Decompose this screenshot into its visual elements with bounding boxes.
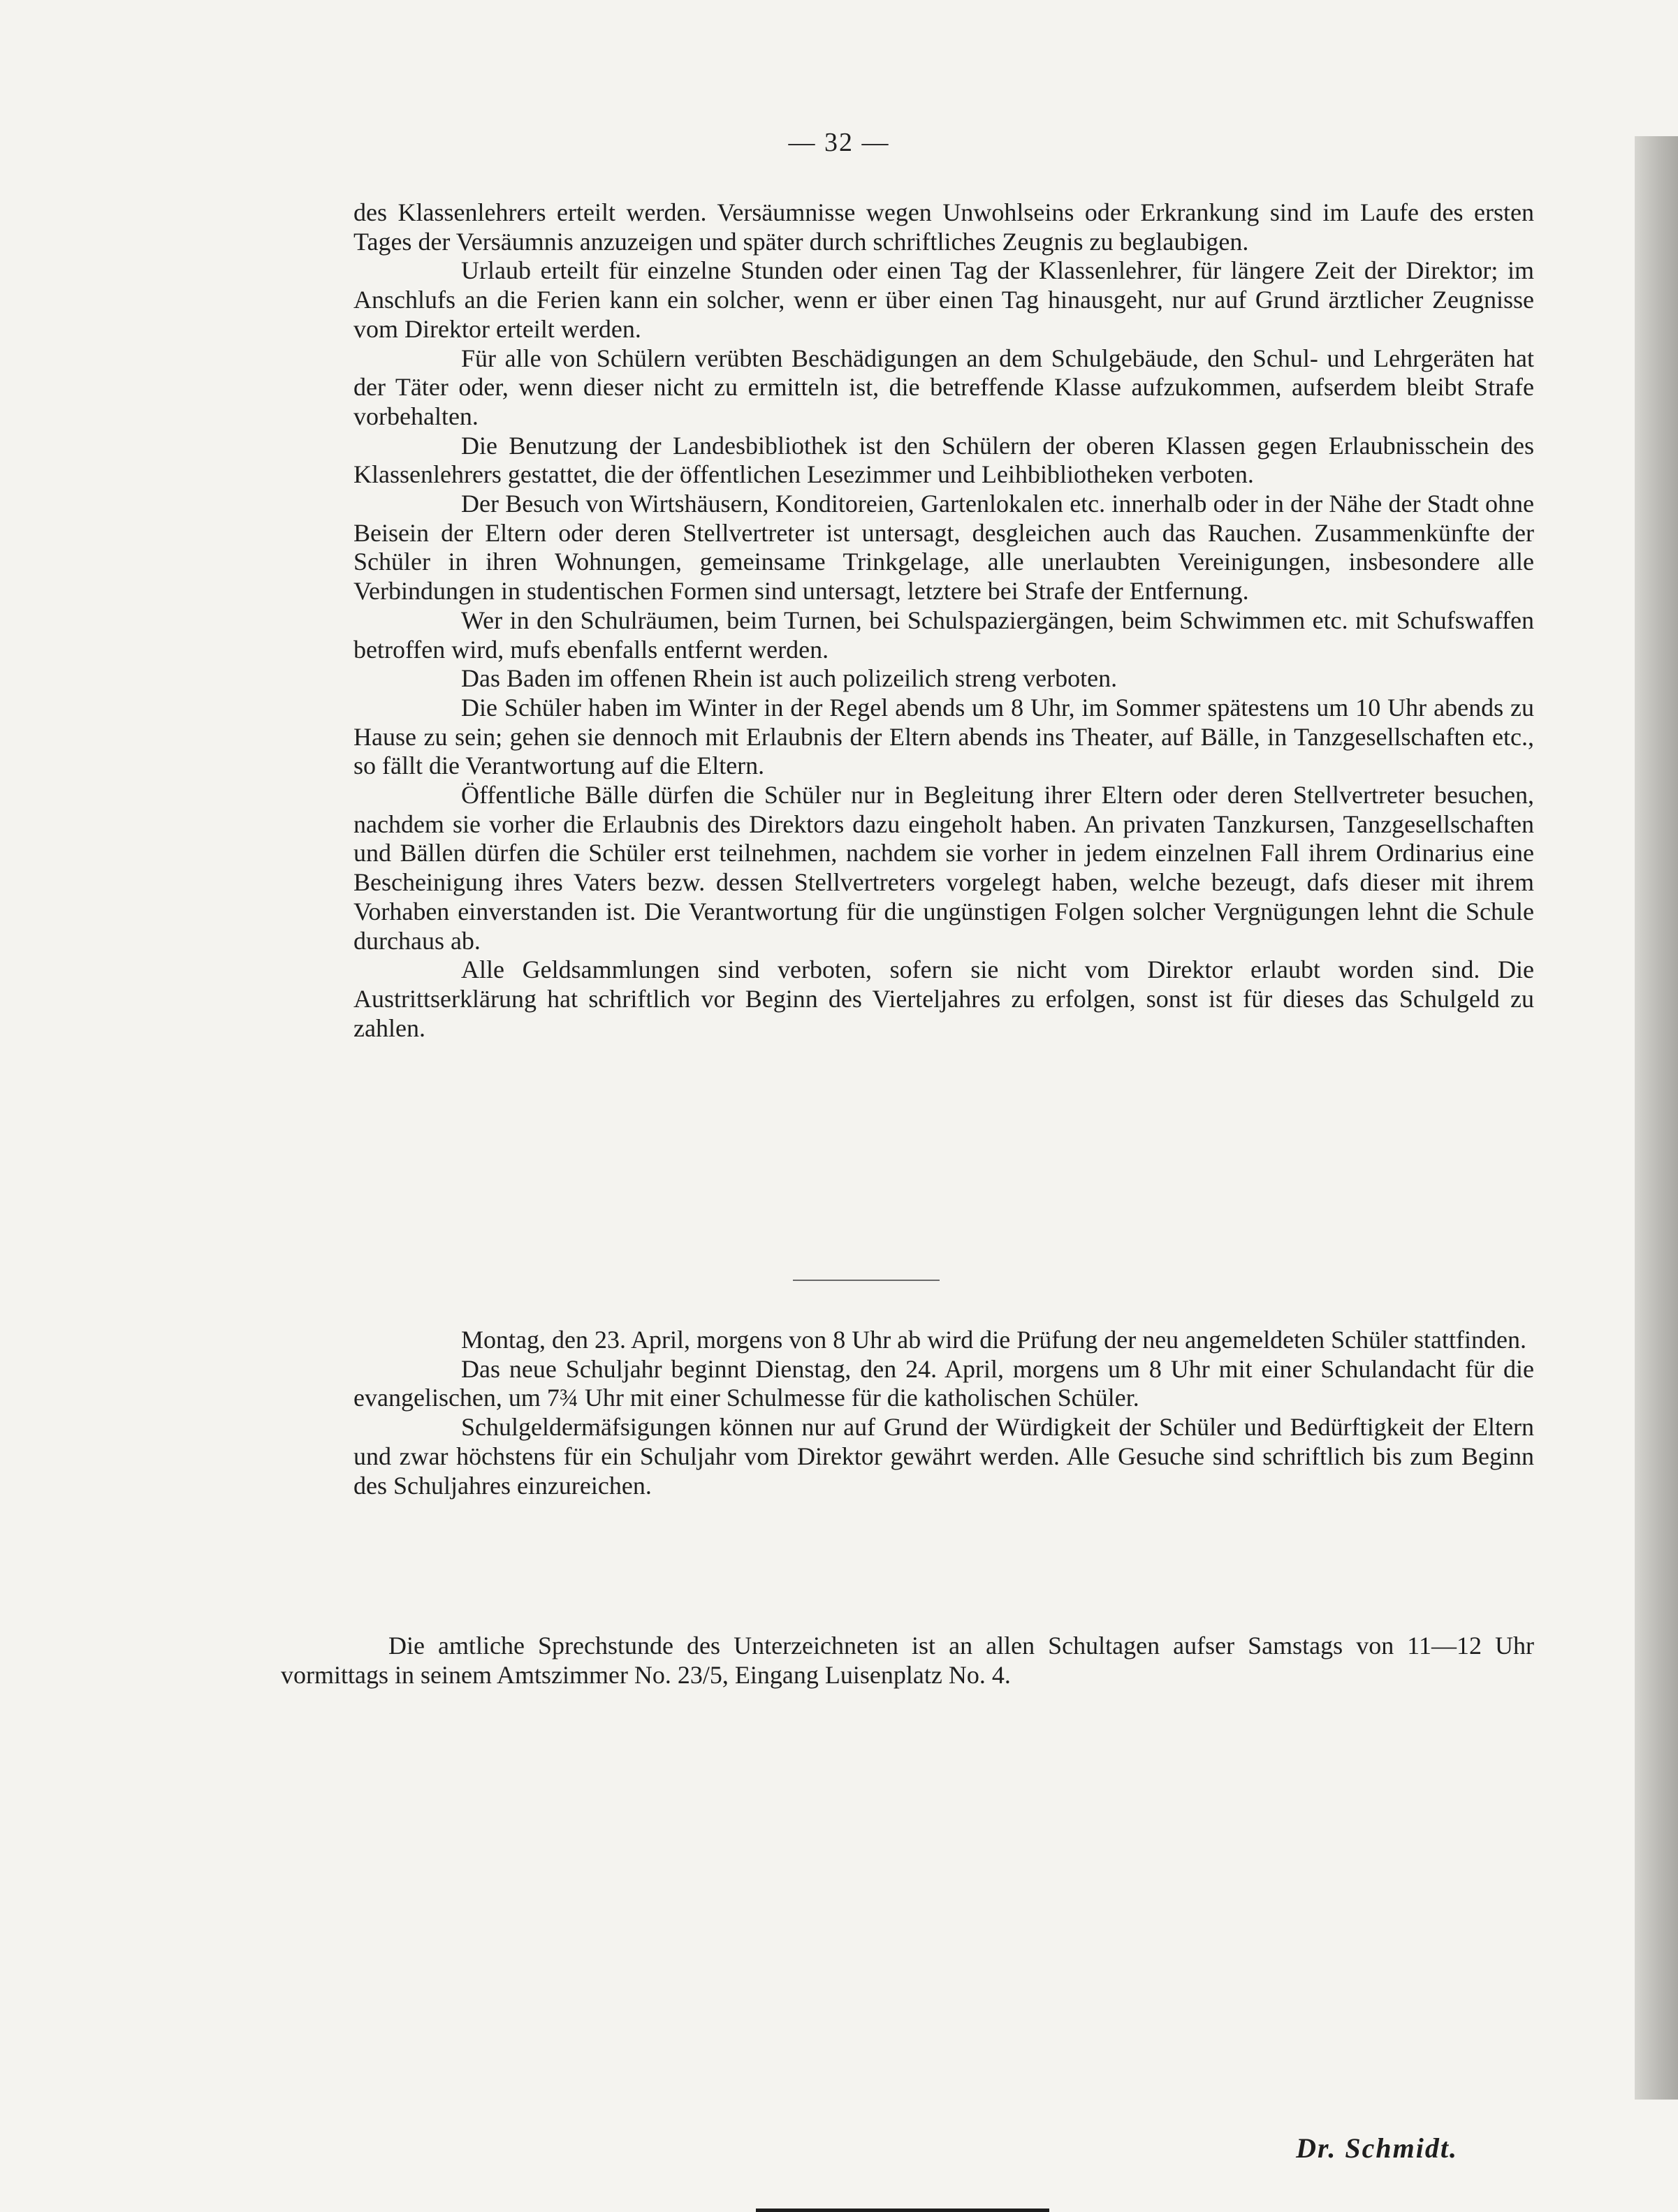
rules-paragraph-2: Urlaub erteilt für einzelne Stunden oder einen Tag der Klassenlehrer, für längere Zeit der Direktor; im Anschlufs an die Ferien kann ein solcher, wenn er über einen Tag hinausgeht, nur auf Grund ärztlicher Zeugnisse vom Direktor erteilt werden. bbox=[353, 256, 1534, 343]
rules-paragraph-4: Die Benutzung der Landesbibliothek ist den Schülern der oberen Klassen gegen Erlaubnisschein des Klassenlehrers gestattet, die der öffentlichen Lesezimmer und Leihbibliotheken verboten. bbox=[353, 431, 1534, 489]
rules-paragraph-5: Der Besuch von Wirtshäusern, Konditoreien, Gartenlokalen etc. innerhalb oder in der Nähe der Stadt ohne Beisein der Eltern oder deren Stellvertreter ist untersagt, desgleichen auch das Rauchen. Zusammenkünfte der Schüler in ihren Wohnungen, gemeinsame Trinkgelage, alle unerlaubten Vereinigungen, insbesondere alle Verbindungen in studentischen Formen sind untersagt, letztere bei Strafe der Entfernung. bbox=[353, 490, 1534, 606]
end-rule bbox=[756, 2209, 1049, 2212]
rules-paragraph-7: Das Baden im offenen Rhein ist auch polizeilich streng verboten. bbox=[461, 664, 1118, 693]
rules-paragraph-9: Öffentliche Bälle dürfen die Schüler nur in Begleitung ihrer Eltern oder deren Stellvertreter besuchen, nachdem sie vorher die Erlaubnis des Direktors dazu eingeholt haben. An privaten Tanzkursen, Tanzgesellschaften und Bällen dürfen die Schüler erst teilnehmen, nachdem sie vorher in jedem einzelnen Fall ihrem Ordinarius eine Bescheinigung ihres Vaters bezw. dessen Stellvertreters vorgelegt haben, welche bezeugt, dafs dieser mit ihrem Vorhaben einverstanden ist. Die Verantwortung für die ungünstigen Folgen solcher Vergnügungen lehnt die Schule durchaus ab. bbox=[353, 781, 1534, 955]
announcements-section bbox=[353, 1326, 1534, 1500]
section-divider bbox=[793, 1280, 940, 1281]
announcement-paragraph-2: Das neue Schuljahr beginnt Dienstag, den 24. April, morgens um 8 Uhr mit einer Schulandacht für die evangelischen, um 7¾ Uhr mit einer Schulmesse für die katholischen Schüler. bbox=[353, 1354, 1534, 1412]
rules-paragraph-1: des Klassenlehrers erteilt werden. Versäumnisse wegen Unwohlseins oder Erkrankung sind im Laufe des ersten Tages der Versäumnis anzuzeigen und später durch schriftliches Zeugnis zu beglaubigen. bbox=[353, 198, 1534, 256]
rules-paragraph-3: Für alle von Schülern verübten Beschädigungen an dem Schulgebäude, den Schul- und Lehrgeräten hat der Täter oder, wenn dieser nicht zu ermitteln ist, die betreffende Klasse aufzukommen, aufserdem bleibt Strafe vorbehalten. bbox=[353, 344, 1534, 430]
page-edge-shadow bbox=[1635, 136, 1678, 2100]
rules-paragraph-10: Alle Geldsammlungen sind verboten, sofern sie nicht vom Direktor erlaubt worden sind. Die Austrittserklärung hat schriftlich vor Beginn des Vierteljahres zu erfolgen, sonst ist für dieses das Schulgeld zu zahlen. bbox=[353, 955, 1534, 1042]
rules-paragraph-6: Wer in den Schulräumen, beim Turnen, bei Schulspaziergängen, beim Schwimmen etc. mit Schufswaffen betroffen wird, mufs ebenfalls entfernt werden. bbox=[353, 606, 1534, 664]
signature: Dr. Schmidt. bbox=[1296, 2132, 1458, 2164]
announcement-paragraph-1: Montag, den 23. April, morgens von 8 Uhr ab wird die Prüfung der neu angemeldeten Schüler stattfinden. bbox=[461, 1326, 1527, 1354]
office-hours-paragraph: Die amtliche Sprechstunde des Unterzeichneten ist an allen Schultagen aufser Samstags von 11—12 Uhr vormittags in seinem Amtszimmer No. 23/5, Eingang Luisenplatz No. 4. bbox=[281, 1632, 1534, 1689]
rules-paragraph-8: Die Schüler haben im Winter in der Regel abends um 8 Uhr, im Sommer spätestens um 10 Uhr abends zu Hause zu sein; gehen sie dennoch mit Erlaubnis der Eltern abends ins Theater, auf Bälle, in Tanzgesellschaften etc., so fällt die Verantwortung auf die Eltern. bbox=[353, 693, 1534, 780]
office-hours-section bbox=[281, 1632, 1534, 1690]
page-number: — 32 — bbox=[788, 128, 890, 157]
announcement-paragraph-3: Schulgeldermäfsigungen können nur auf Grund der Würdigkeit der Schüler und Bedürftigkeit der Eltern und zwar höchstens für ein Schuljahr vom Direktor gewährt werden. Alle Gesuche sind schriftlich bis zum Beginn des Schuljahres einzureichen. bbox=[353, 1413, 1534, 1500]
rules-section bbox=[353, 198, 1534, 1043]
